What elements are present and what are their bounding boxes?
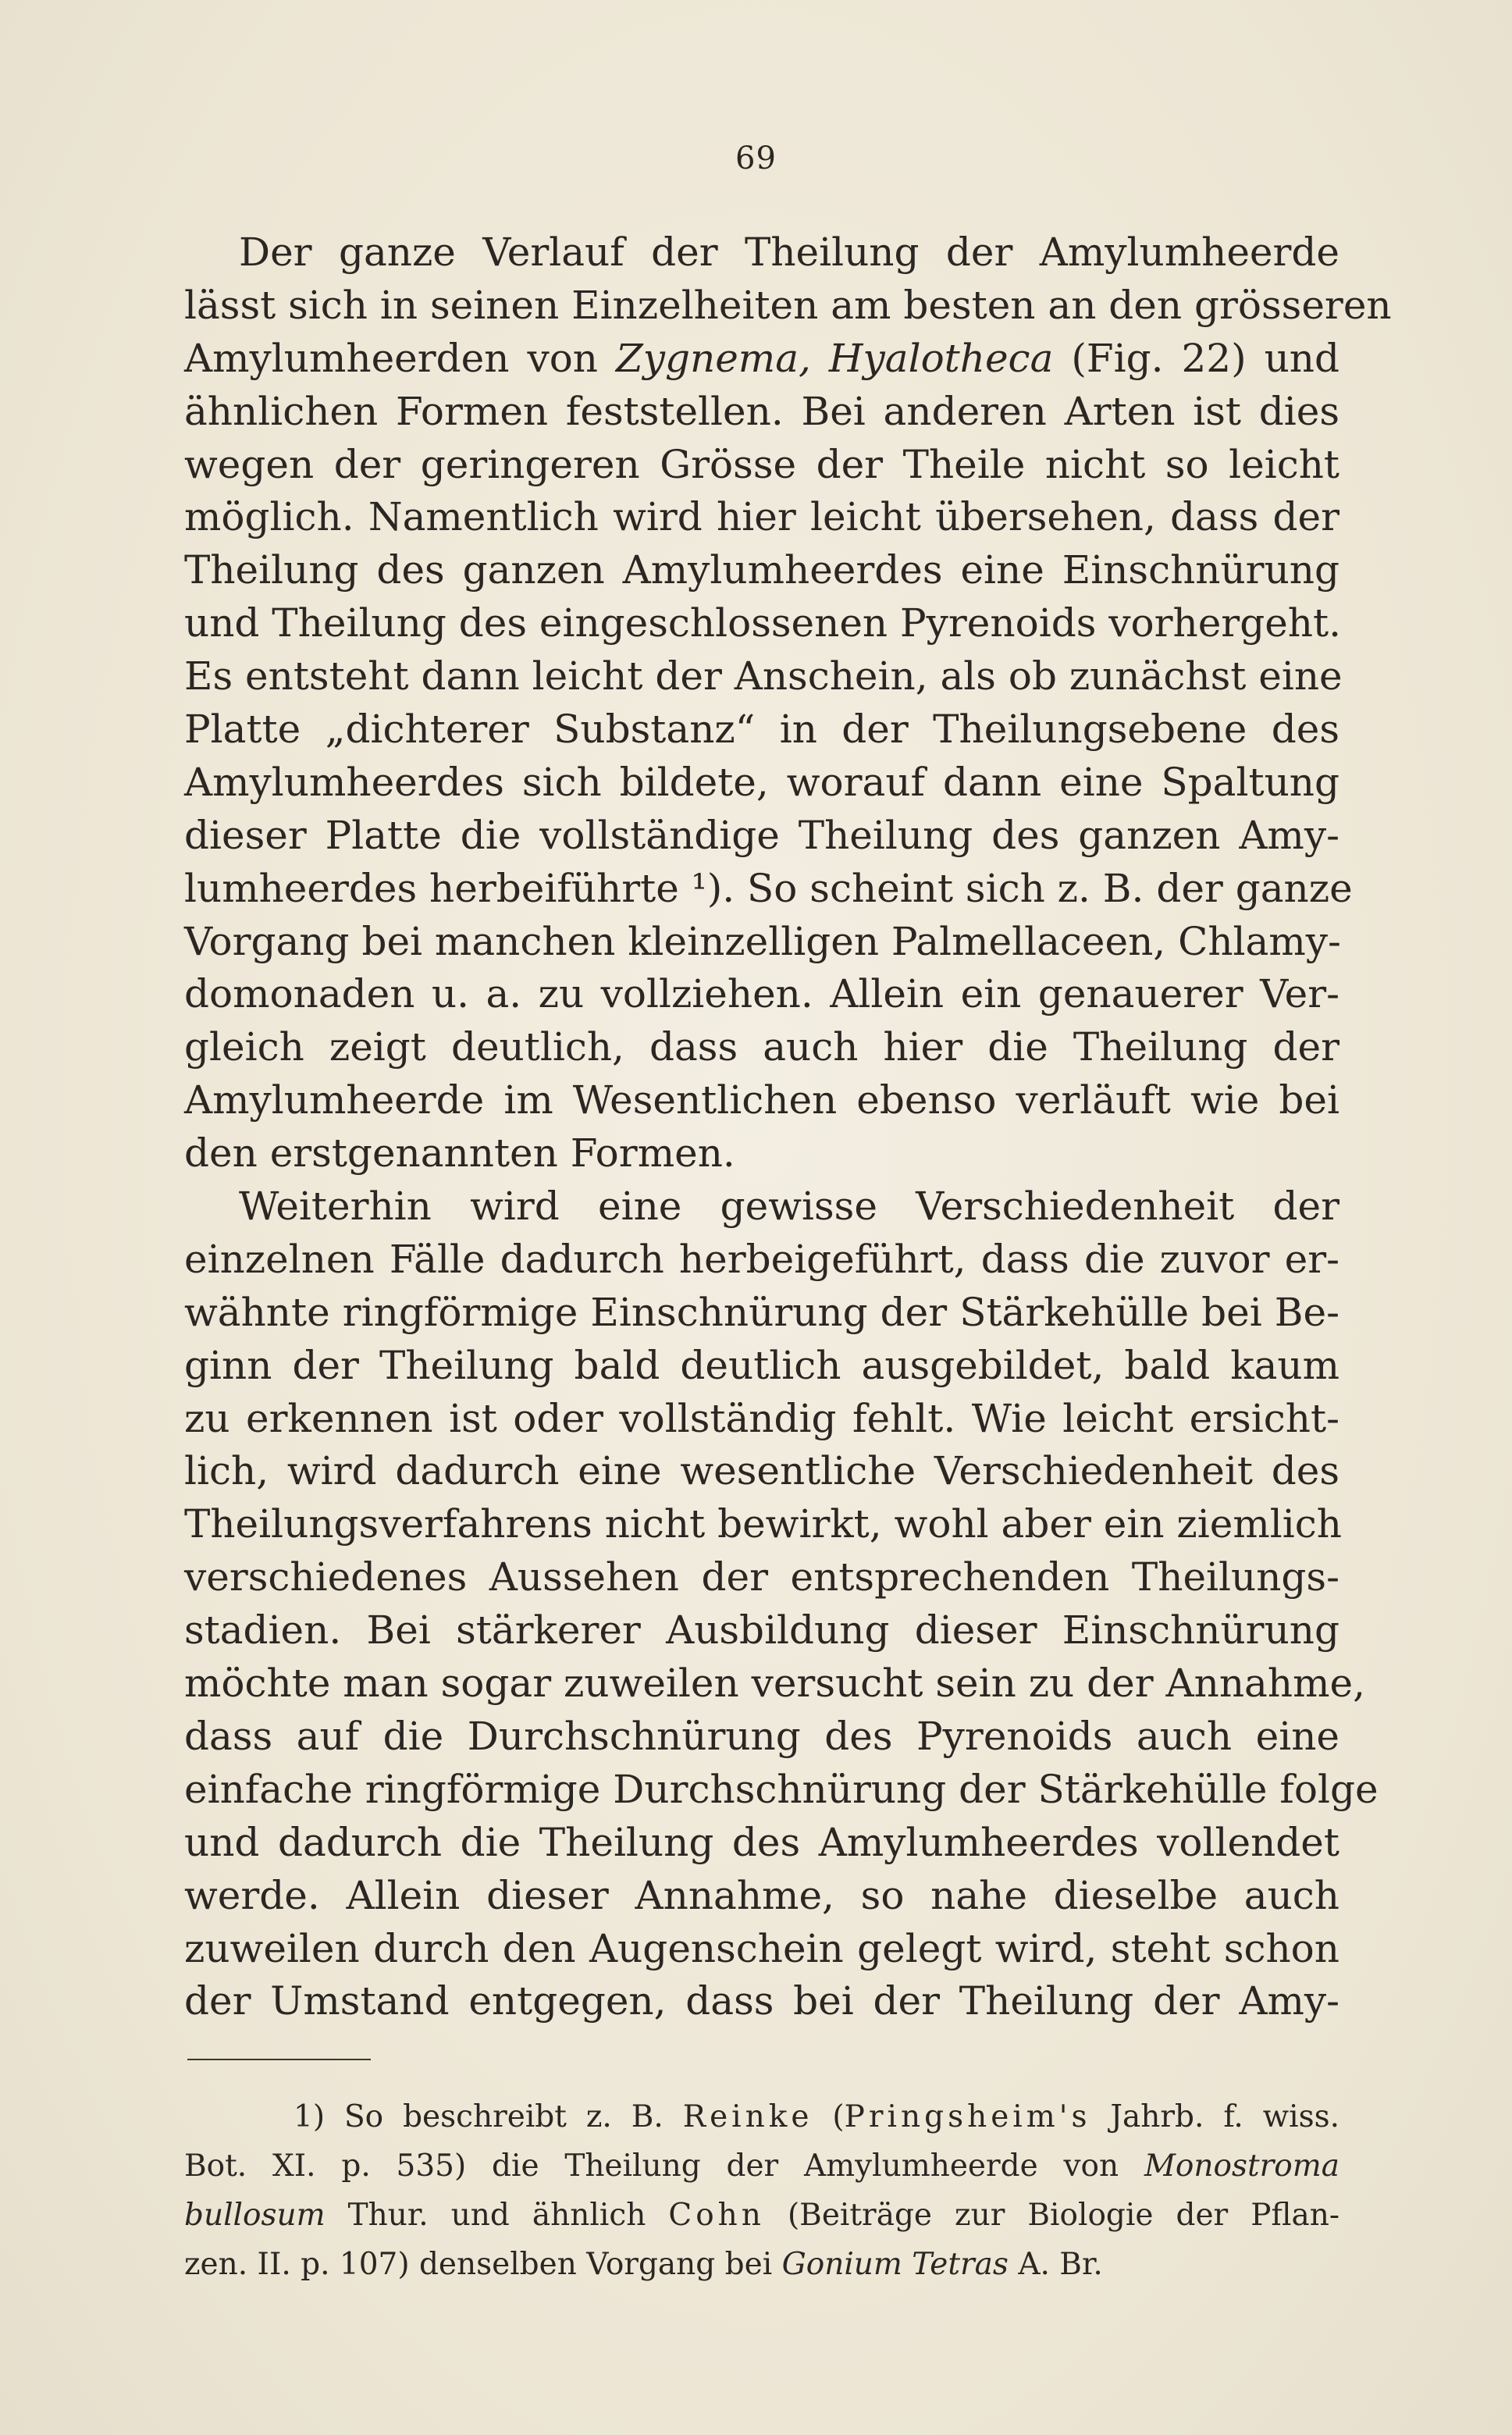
- text-segment: Thur. und ähnlich: [325, 2198, 669, 2233]
- text-segment: Bot. XI. p. 535) die Theilung der Amylumheerde von: [184, 2148, 1144, 2184]
- text-line: Amylumheerdes sich bildete, worauf dann eine Spaltung: [184, 759, 1339, 805]
- text-line: möglich. Namentlich wird hier leicht übersehen, dass der: [184, 494, 1339, 540]
- text-line: Es entsteht dann leicht der Anschein, als ob zunächst eine: [184, 653, 1343, 700]
- text-segment: 1) So beschreibt z. B.: [294, 2099, 683, 2134]
- footnote-line: [184, 2191, 1339, 2240]
- text-line: domonaden u. a. zu vollziehen. Allein ein genauerer Ver-: [184, 971, 1339, 1017]
- text-line: lässt sich in seinen Einzelheiten am besten an den grösseren: [184, 282, 1392, 328]
- text-segment: (Beiträge zur Biologie der Pflan-: [764, 2198, 1339, 2233]
- text-line: dieser Platte die vollständige Theilung des ganzen Amy-: [184, 812, 1339, 858]
- text-line: gleich zeigt deutlich, dass auch hier die Theilung der: [184, 1024, 1339, 1070]
- text-line: lich, wird dadurch eine wesentliche Verschiedenheit des: [184, 1448, 1339, 1494]
- text-line: der Umstand entgegen, dass bei der Theilung der Amy-: [184, 1978, 1339, 2024]
- author-name: Cohn: [668, 2198, 765, 2233]
- text-segment: (: [813, 2099, 845, 2134]
- text-line: werde. Allein dieser Annahme, so nahe dieselbe auch: [184, 1872, 1339, 1918]
- footnote: [184, 2092, 1339, 2289]
- text-line: und dadurch die Theilung des Amylumheerdes vollendet: [184, 1819, 1339, 1865]
- footnote-line: [184, 2092, 1339, 2141]
- text-segment: A. Br.: [1008, 2247, 1103, 2282]
- text-segment: (Fig. 22) und: [1053, 335, 1340, 381]
- text-line: Theilung des ganzen Amylumheerdes eine Einschnürung: [184, 547, 1339, 593]
- text-segment: Jahrb. f. wiss.: [1090, 2099, 1339, 2134]
- text-line: [184, 333, 1339, 386]
- text-line: einzelnen Fälle dadurch herbeigeführt, dass die zuvor er-: [184, 1236, 1339, 1282]
- text-segment: zen. II. p. 107) denselben Vorgang bei: [184, 2247, 782, 2282]
- text-line: Der ganze Verlauf der Theilung der Amylumheerde: [239, 230, 1339, 275]
- text-line: wegen der geringeren Grösse der Theile nicht so leicht: [184, 441, 1339, 487]
- text-line: lumheerdes herbeiführte ¹). So scheint sich z. B. der ganze: [184, 865, 1353, 911]
- page-number: 69: [735, 141, 777, 176]
- species-name: Monostroma: [1144, 2148, 1339, 2184]
- footnote-divider: [187, 2059, 371, 2060]
- footnote-line: [184, 2240, 1339, 2289]
- text-line: Weiterhin wird eine gewisse Verschiedenheit der: [239, 1184, 1339, 1230]
- author-name: Reinke: [682, 2099, 813, 2134]
- species-name: bullosum: [184, 2198, 326, 2233]
- text-line: und Theilung des eingeschlossenen Pyrenoids vorhergeht.: [184, 600, 1341, 646]
- text-line: stadien. Bei stärkerer Ausbildung dieser Einschnürung: [184, 1607, 1339, 1654]
- text-line: wähnte ringförmige Einschnürung der Stärkehülle bei Be-: [184, 1289, 1339, 1335]
- text-line: Amylumheerde im Wesentlichen ebenso verläuft wie bei: [184, 1077, 1339, 1123]
- text-line: den erstgenannten Formen.: [184, 1130, 735, 1177]
- genus-name: Hyalotheca: [828, 335, 1054, 381]
- text-line: zu erkennen ist oder vollständig fehlt. Wie leicht ersicht-: [184, 1395, 1339, 1441]
- text-line: zuweilen durch den Augenschein gelegt wird, steht schon: [184, 1925, 1339, 1971]
- text-segment: Amylumheerden von: [184, 335, 617, 381]
- text-line: möchte man sogar zuweilen versucht sein zu der Annahme,: [184, 1661, 1365, 1707]
- footnote-line: [184, 2141, 1339, 2191]
- text-line: Theilungsverfahrens nicht bewirkt, wohl aber ein ziemlich: [184, 1501, 1342, 1547]
- text-line: ähnlichen Formen feststellen. Bei anderen Arten ist dies: [184, 388, 1339, 434]
- text-line: ginn der Theilung bald deutlich ausgebildet, bald kaum: [184, 1342, 1339, 1388]
- text-line: Vorgang bei manchen kleinzelligen Palmellaceen, Chlamy-: [184, 918, 1341, 964]
- body-text: [184, 226, 1392, 2028]
- author-name: Pringsheim's: [844, 2099, 1091, 2134]
- text-line: dass auf die Durchschnürung des Pyrenoids auch eine: [184, 1713, 1339, 1759]
- text-line: verschiedenes Aussehen der entsprechenden Theilungs-: [184, 1554, 1339, 1600]
- genus-name: Zygnema,: [616, 335, 811, 381]
- text-line: Platte „dichterer Substanz“ in der Theilungsebene des: [184, 707, 1339, 753]
- text-segment: [811, 336, 829, 381]
- species-name: Gonium Tetras: [781, 2247, 1009, 2282]
- text-line: einfache ringförmige Durchschnürung der Stärkehülle folge: [184, 1766, 1379, 1812]
